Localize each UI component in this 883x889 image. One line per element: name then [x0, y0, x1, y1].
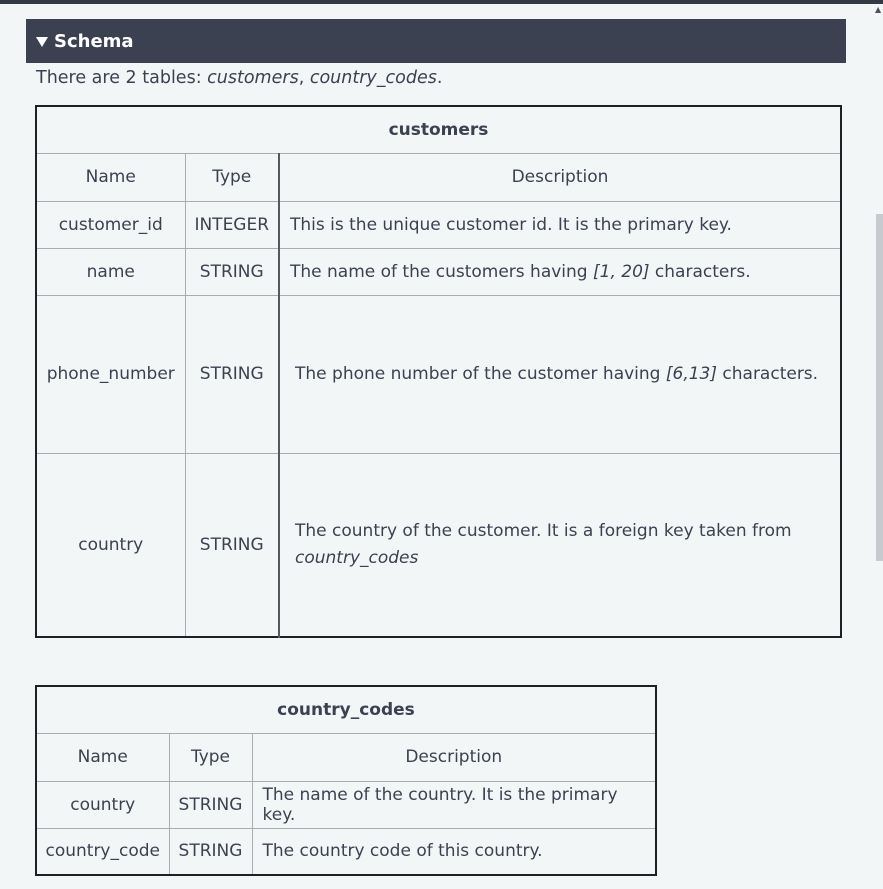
description-text: This is the unique customer id. It is the primary key. [290, 214, 732, 235]
column-header-description: Description [279, 153, 841, 201]
description-range: [1, 20] [593, 261, 650, 282]
scroll-up-arrow-icon[interactable]: ▲ [875, 5, 882, 14]
column-name-cell: country [36, 781, 169, 828]
description-text: The phone number of the customer having [295, 364, 666, 384]
column-description-cell: The country code of this country. [252, 828, 656, 875]
table-row [36, 453, 841, 637]
column-name-cell: name [36, 248, 185, 295]
column-name-cell: customer_id [36, 201, 185, 248]
schema-intro [36, 68, 442, 88]
window-top-border [0, 0, 883, 4]
section-title: Schema [54, 30, 134, 52]
description-text: The name of the customers having [290, 261, 593, 282]
column-type-cell: STRING [169, 828, 252, 875]
column-header-type: Type [169, 733, 252, 781]
scrollbar-thumb[interactable] [876, 214, 883, 561]
table-row [36, 781, 656, 828]
column-name-cell: country_code [36, 828, 169, 875]
column-name-cell: phone_number [36, 295, 185, 453]
intro-table1: customers [207, 68, 299, 88]
column-type-cell: INTEGER [185, 201, 279, 248]
column-description-cell [279, 248, 841, 295]
description-text-end: characters. [649, 261, 751, 282]
country-codes-table [35, 685, 657, 876]
description-text-end: characters. [717, 364, 819, 384]
column-description-cell [279, 201, 841, 248]
table-row [36, 201, 841, 248]
customers-table [35, 105, 842, 638]
description-range: [6,13] [665, 364, 717, 384]
description-link-table: country_codes [295, 547, 419, 568]
caret-down-icon[interactable] [36, 37, 48, 47]
column-header-name: Name [36, 153, 185, 201]
column-type-cell: STRING [185, 295, 279, 453]
intro-suffix: . [436, 68, 443, 88]
intro-sep: , [298, 68, 310, 88]
column-header-type: Type [185, 153, 279, 201]
column-type-cell: STRING [185, 453, 279, 637]
column-type-cell: STRING [169, 781, 252, 828]
description-text: The country of the customer. It is a foreign key taken from [295, 520, 792, 541]
column-description-cell [279, 295, 841, 453]
column-header-name: Name [36, 733, 169, 781]
intro-table2: country_codes [309, 68, 437, 88]
column-description-cell: The name of the country. It is the primary key. [252, 781, 656, 828]
table-row [36, 295, 841, 453]
column-type-cell: STRING [185, 248, 279, 295]
intro-prefix: There are 2 tables: [36, 68, 208, 88]
column-description-cell [279, 453, 841, 637]
table-row [36, 828, 656, 875]
country-codes-table-title: country_codes [36, 686, 656, 733]
column-header-description: Description [252, 733, 656, 781]
column-name-cell: country [36, 453, 185, 637]
customers-table-title: customers [36, 106, 841, 153]
table-row [36, 248, 841, 295]
schema-section-header[interactable] [26, 19, 846, 63]
